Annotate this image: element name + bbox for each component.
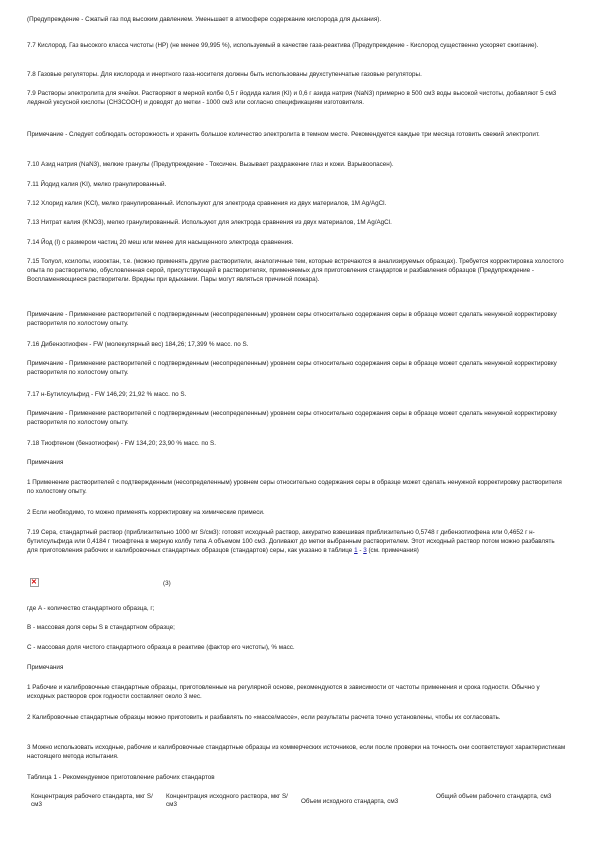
paragraph-text: 7.14 Йод (I) с размером частиц 20 меш или менее для насыщенного электрода сравнения. <box>27 239 294 246</box>
paragraph-text: 2 Если необходимо, то можно применять корректировку на химические примеси. <box>27 509 265 516</box>
paragraph <box>27 713 567 722</box>
table-1-link[interactable]: 1 <box>354 547 358 554</box>
table-header-cell: Объем исходного стандарта, см3 <box>301 798 399 805</box>
paragraph-text: B - массовая доля серы S в стандартном образце; <box>27 624 175 631</box>
paragraph-text: 7.19 Сера, стандартный раствор (приблизительно 1000 мг S/см3): готовят исходный раствор, аккуратно взвешивая приблизительно 0,5748 г дибензотиофена или 0,4652 г н-бутилсульфида или 0,4184 г тиоафтена в мерную колбу типа A объемом 100 см3. Доливают до метки выбранным растворителем. Этот исходный раствор потом можно разбавлять для приготовления рабочих и калибровочных стандартных образцов (стандартов) серы, как указано в таблице <box>27 529 555 554</box>
paragraph <box>27 218 567 227</box>
standards-table <box>27 793 567 809</box>
paragraph <box>27 310 567 328</box>
table-header-row <box>27 793 567 809</box>
paragraph-text: 3 Можно использовать исходные, рабочие и калибровочные стандартные образцы из коммерческих источников, если после проверки на точность они соответствуют характеристикам настоящего метода испытания. <box>27 744 566 760</box>
paragraph-text: Примечание - Следует соблюдать осторожность и хранить большое количество электролита в темном месте. Рекомендуется каждые три месяца готовить свежий электролит. <box>27 131 540 138</box>
paragraph-text: 7.8 Газовые регуляторы. Для кислорода и инертного газа-носителя должны быть использованы двухступенчатые газовые регуляторы. <box>27 71 422 78</box>
paragraph-text: Примечания <box>27 459 64 466</box>
link-separator: - <box>357 547 364 554</box>
paragraph <box>27 130 567 139</box>
paragraph <box>27 340 567 349</box>
paragraph <box>27 238 567 247</box>
paragraph <box>27 41 567 50</box>
table-header-cell: Общий объем рабочего стандарта, см3 <box>436 793 552 800</box>
paragraph-text: (Предупреждение - Сжатый газ под высоким давлением. Уменьшает в атмосфере содержание кислорода для дыхания). <box>27 16 382 23</box>
table-header-cell: Концентрация рабочего стандарта, мкг S/см3 <box>31 793 153 808</box>
table-3-link[interactable]: 3 <box>363 547 367 554</box>
paragraph-text: 7.18 Тиофтеном (бензотиофен) - FW 134,20; 23,90 % масс. по S. <box>27 440 216 447</box>
paragraph <box>27 160 567 169</box>
paragraph <box>27 409 567 427</box>
paragraph <box>27 458 567 467</box>
paragraph <box>27 643 567 652</box>
paragraph-text: 7.7 Кислород. Газ высокого класса чистоты (HP) (не менее 99,995 %), используемый в качестве газа-реактива (Предупреждение - Кислород существенно ускоряет сжигание). <box>27 42 539 49</box>
paragraph-text: Примечание - Применение растворителей с подтвержденным (несопределенным) уровнем серы относительно содержания серы в образце может сделать ненужной корректировку растворителя по холостому опыту. <box>27 410 557 426</box>
paragraph <box>27 683 567 701</box>
paragraph <box>27 743 567 761</box>
broken-image-icon <box>30 578 39 587</box>
paragraph-text: Примечание - Применение растворителей с подтвержденным (несопределенным) уровнем серы относительно содержания серы в образце может сделать ненужной корректировку растворителя по холостому опыту. <box>27 311 557 327</box>
paragraph <box>27 663 567 672</box>
paragraph-text: C - массовая доля чистого стандартного образца в реактиве (фактор его чистоты), % масс. <box>27 644 295 651</box>
paragraph <box>27 180 567 189</box>
paragraph <box>27 508 567 517</box>
paragraph-text: 1 Рабочие и калибровочные стандартные образцы, приготовленные на регулярной основе, рекомендуются в зависимости от частоты применения и срока годности. Обычно у исходных растворов срок годности составляет около 3 мес. <box>27 684 540 700</box>
paragraph <box>27 604 567 613</box>
paragraph-text: 1 Применение растворителей с подтвержденным (несопределенным) уровнем серы относительно содержания серы в образце может сделать ненужной корректировку растворителя по холостому опыту. <box>27 479 562 495</box>
paragraph <box>27 89 567 107</box>
paragraph <box>27 439 567 448</box>
paragraph <box>27 15 567 24</box>
paragraph-text: Таблица 1 - Рекомендуемое приготовление рабочих стандартов <box>27 774 215 781</box>
paragraph <box>27 623 567 632</box>
paragraph-text: 7.11 Йодид калия (KI), мелко гранулированный. <box>27 181 167 188</box>
link-suffix: (см. примечания) <box>366 547 419 554</box>
paragraph <box>27 359 567 377</box>
paragraph <box>27 773 567 782</box>
formula-number: (3) <box>163 580 171 587</box>
paragraph-text: 7.17 н-Бутилсульфид - FW 146,29; 21,92 % масс. по S. <box>27 391 187 398</box>
paragraph <box>27 70 567 79</box>
paragraph-text: 7.15 Толуол, ксилолы, изооктан, т.е. (можно применять другие растворители, аналогичные тем, которые встречаются в анализируемых образцах). Требуется корректировка холостого опыта по растворителю, обусловленная серой, присутствующей в растворителях, применяемых для приготовления стандартов и разбавления образцов (Предупреждение - Воспламеняющиеся растворители. Вредны при вдыхании. Пары могут являться причиной пожара). <box>27 258 564 283</box>
paragraph <box>27 199 567 208</box>
paragraph <box>27 257 567 284</box>
paragraph-text: 7.13 Нитрат калия (KNO3), мелко гранулированный. Используют для электрода сравнения из двух материалов, 1M Ag/AgCl. <box>27 219 392 226</box>
paragraph <box>27 528 567 555</box>
paragraph-text: 7.12 Хлорид калия (KCl), мелко гранулированный. Используют для электрода сравнения из двух материалов, 1M Ag/AgCl. <box>27 200 387 207</box>
paragraph-text: 7.16 Дибензотиофен - FW (молекулярный вес) 184,26; 17,399 % масс. по S. <box>27 341 249 348</box>
paragraph <box>27 390 567 399</box>
paragraph-text: 7.9 Растворы электролита для ячейки. Растворяют в мерной колбе 0,5 г йодида калия (KI) и 0,6 г азида натрия (NaN3) примерно в 500 см3 воды высокой чистоты, добавляют 5 см3 ледяной уксусной кислоты (CH3COOH) и доводят до метки - 1000 см3 или согласно спецификациям изготовителя. <box>27 90 557 106</box>
paragraph-text: Примечания <box>27 664 64 671</box>
paragraph-text: 2 Калибровочные стандартные образцы можно приготовить и разбавлять по «массе/массе», если результаты расчета точно установлены, чтобы их согласовать. <box>27 714 501 721</box>
paragraph-text: где A - количество стандартного образца, г; <box>27 605 155 612</box>
table-header-cell: Концентрация исходного раствора, мкг S/см3 <box>166 793 288 808</box>
paragraph-text: Примечание - Применение растворителей с подтвержденным (несопределенным) уровнем серы относительно содержания серы в образце может сделать ненужной корректировку растворителя по холостому опыту. <box>27 360 557 376</box>
paragraph-text: 7.10 Азид натрия (NaN3), мелкие гранулы (Предупреждение - Токсичен. Вызывает раздражение глаз и кожи. Взрывоопасен). <box>27 161 394 168</box>
formula-block <box>27 575 227 591</box>
paragraph <box>27 478 567 496</box>
